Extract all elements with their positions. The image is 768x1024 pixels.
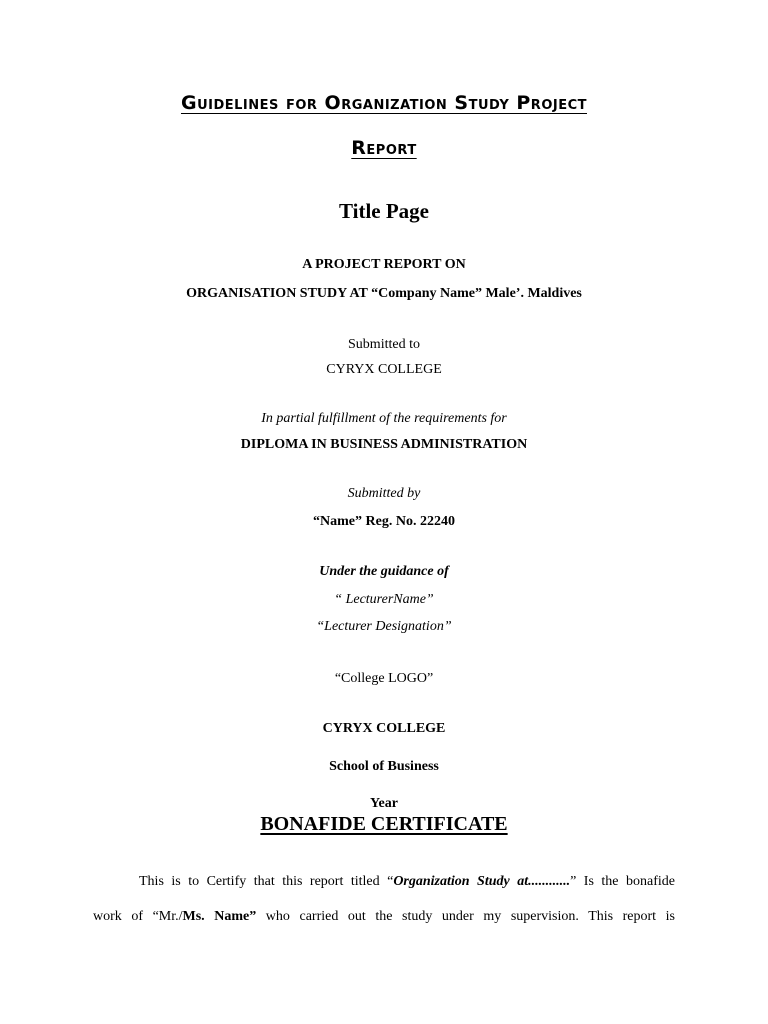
bonafide-certificate-title: BONAFIDE CERTIFICATE — [260, 813, 508, 835]
college-logo-placeholder: “College LOGO” — [334, 671, 434, 686]
certificate-text: ” Is the bonafide — [570, 874, 675, 889]
certificate-text: who carried out the study under my supervision. This report is — [256, 909, 675, 924]
footer-college-name: CYRYX COLLEGE — [322, 721, 446, 736]
student-name-reg: “Name” Reg. No. 22240 — [313, 514, 455, 529]
guidance-label: Under the guidance of — [319, 564, 449, 579]
lecturer-name: “ LecturerName” — [334, 592, 434, 607]
fulfillment-label: In partial fulfillment of the requirements for — [261, 411, 507, 426]
organisation-study-line: ORGANISATION STUDY AT “Company Name” Male’. Maldives — [186, 286, 582, 301]
submitted-to-label: Submitted to — [348, 337, 420, 352]
guidelines-heading-line1: Guidelines for Organization Study Project — [180, 92, 587, 114]
year-label: Year — [370, 796, 398, 811]
project-report-label: A PROJECT REPORT ON — [302, 257, 466, 272]
certificate-line-2 — [93, 899, 675, 934]
report-title-placeholder: Organization Study at............ — [393, 874, 571, 889]
certificate-paragraph — [93, 864, 675, 934]
title-page-heading: Title Page — [338, 199, 429, 223]
student-name-placeholder: Ms. Name” — [182, 909, 257, 924]
lecturer-designation: “Lecturer Designation” — [316, 619, 452, 634]
submitted-to-college: CYRYX COLLEGE — [326, 362, 442, 377]
submitted-by-label: Submitted by — [347, 486, 421, 501]
certificate-text: work of “Mr./ — [93, 909, 183, 924]
school-of-business: School of Business — [329, 759, 439, 774]
certificate-line-1 — [93, 864, 675, 899]
diploma-title: DIPLOMA IN BUSINESS ADMINISTRATION — [240, 437, 528, 452]
certificate-text: This is to Certify that this report titled “ — [139, 874, 394, 889]
guidelines-heading-line2: Report — [351, 137, 417, 159]
